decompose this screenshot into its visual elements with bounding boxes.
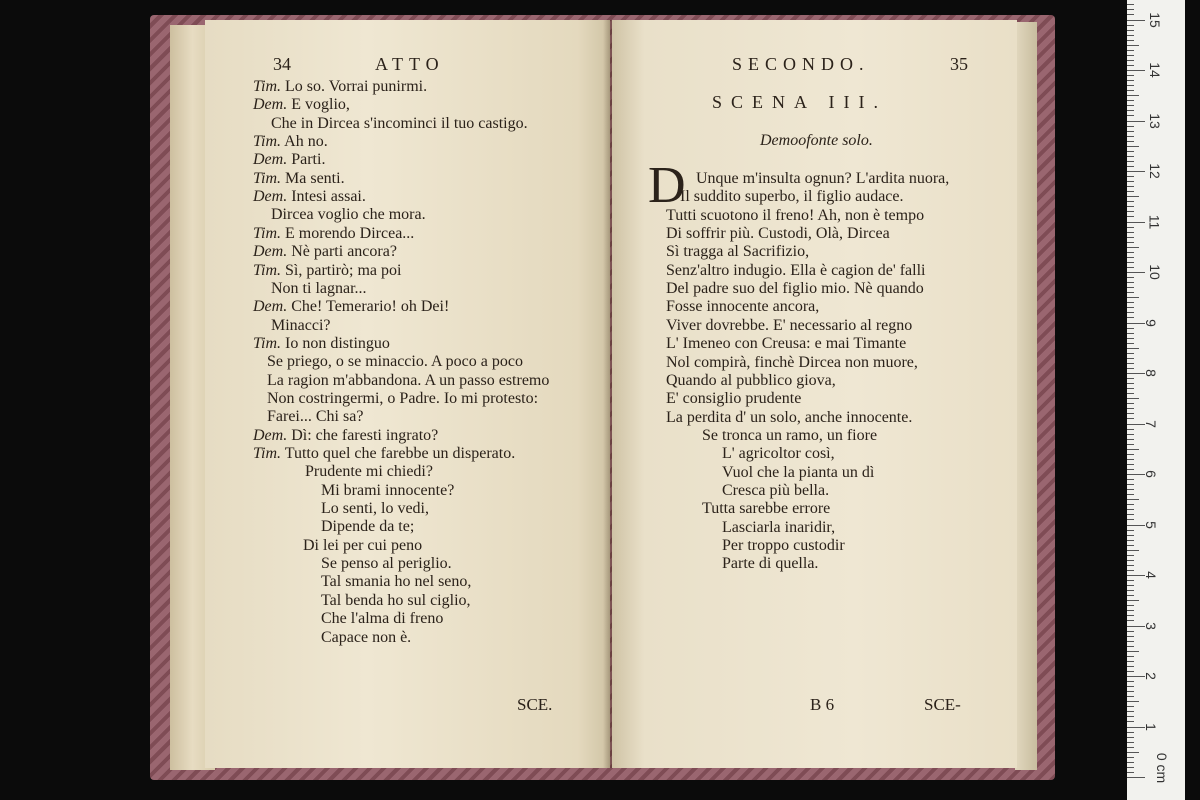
left-text-line [253, 445, 515, 463]
ruler-tick [1127, 272, 1145, 273]
right-text-line: La perdita d' un solo, anche innocente. [666, 408, 913, 426]
ruler-tick [1127, 307, 1134, 308]
ruler-number: 14 [1146, 62, 1163, 78]
ruler-tick [1127, 560, 1134, 561]
verse-text: Nè parti ancora? [291, 243, 397, 261]
ruler-tick [1127, 211, 1134, 212]
ruler-tick [1127, 222, 1145, 223]
ruler-tick [1127, 636, 1134, 637]
verse-text: E morendo Dircea... [285, 224, 415, 242]
right-text-line: Unque m'insulta ognun? L'ardita nuora, [696, 170, 950, 187]
left-catchword: SCE. [517, 695, 553, 714]
ruler-tick [1127, 464, 1134, 465]
verse-text: Sì, partirò; ma poi [285, 261, 402, 279]
ruler-tick [1127, 126, 1134, 127]
left-text-line [253, 243, 397, 261]
speaker-label: Dem. [253, 96, 288, 114]
ruler-tick [1127, 398, 1139, 399]
ruler-tick [1127, 141, 1134, 142]
ruler-tick [1127, 489, 1134, 490]
verse-text: Che! Temerario! oh Dei! [291, 298, 450, 316]
right-text-line: Di soffrir più. Custodi, Olà, Dircea [666, 225, 890, 243]
speaker-label: Dem. [253, 298, 288, 316]
ruler-tick [1127, 757, 1134, 758]
ruler-tick [1127, 287, 1134, 288]
ruler-tick [1127, 752, 1139, 753]
verse-text: Non ti lagnar... [271, 279, 367, 297]
right-text-line: Nol compirà, finchè Dircea non muore, [666, 353, 918, 371]
ruler-tick [1127, 131, 1134, 132]
left-text-line [253, 298, 449, 316]
right-text-line: E' consiglio prudente [666, 390, 802, 408]
right-text-line: Del padre suo del figlio mio. Nè quando [666, 280, 924, 298]
ruler-tick [1127, 146, 1139, 147]
left-text-line [271, 317, 331, 335]
ruler-tick [1127, 317, 1134, 318]
verse-text: Tal smania ho nel seno, [321, 573, 472, 591]
ruler-tick [1127, 247, 1139, 248]
speaker-label: Tim. [253, 169, 282, 187]
ruler-tick [1127, 30, 1134, 31]
ruler-tick [1127, 656, 1134, 657]
left-text-line [321, 482, 454, 500]
ruler-tick [1127, 110, 1134, 111]
ruler-tick [1127, 686, 1134, 687]
ruler-tick [1127, 484, 1134, 485]
ruler-tick [1127, 747, 1134, 748]
verse-text: Io non distinguo [285, 334, 390, 352]
scene-title: SCENA III. [712, 92, 887, 112]
ruler-tick [1127, 50, 1134, 51]
ruler-number: 7 [1142, 419, 1159, 428]
ruler-tick [1127, 75, 1134, 76]
ruler-tick [1127, 641, 1134, 642]
ruler-tick [1127, 156, 1134, 157]
right-running-head: SECONDO. [732, 54, 870, 74]
ruler-tick [1127, 479, 1134, 480]
verse-text: Mi brami innocente? [321, 481, 455, 499]
ruler-tick [1127, 550, 1139, 551]
ruler-tick [1127, 196, 1139, 197]
ruler-unit-label: 0 cm [1154, 752, 1171, 784]
ruler-tick [1127, 762, 1134, 763]
ruler-tick [1127, 70, 1145, 71]
ruler-tick [1127, 439, 1134, 440]
left-text-line [253, 225, 414, 243]
ruler-number: 6 [1142, 470, 1159, 478]
ruler-tick [1127, 292, 1134, 293]
ruler-tick [1127, 444, 1134, 445]
left-text-line [267, 390, 538, 408]
ruler-tick [1127, 494, 1134, 495]
verse-text: Dì: che faresti ingrato? [291, 426, 439, 444]
ruler-tick [1127, 216, 1134, 217]
ruler-tick [1127, 302, 1134, 303]
left-page-number: 34 [273, 54, 291, 74]
ruler-tick [1127, 545, 1134, 546]
ruler-tick [1127, 504, 1134, 505]
ruler-tick [1127, 646, 1134, 647]
ruler-tick [1127, 590, 1134, 591]
verse-text: La ragion m'abbandona. A un passo estremo [267, 371, 550, 389]
ruler-number: 8 [1142, 369, 1159, 377]
ruler-tick [1127, 35, 1134, 36]
ruler-tick [1127, 201, 1134, 202]
ruler-tick [1127, 519, 1134, 520]
ruler-tick [1127, 136, 1134, 137]
ruler-tick [1127, 732, 1134, 733]
right-text-line: Sì tragga al Sacrifizio, [666, 243, 810, 261]
ruler-number: 4 [1142, 571, 1159, 579]
ruler-tick [1127, 343, 1134, 344]
ruler-tick [1127, 237, 1134, 238]
ruler-number: 12 [1146, 163, 1163, 179]
right-page [612, 20, 1017, 768]
ruler-tick [1127, 55, 1134, 56]
ruler-tick [1127, 681, 1134, 682]
speaker-label: Tim. [253, 78, 282, 95]
scene-subtitle: Demoofonte solo. [760, 132, 873, 149]
ruler-tick [1127, 206, 1134, 207]
verse-text: Capace non è. [321, 628, 412, 646]
ruler-number: 9 [1142, 318, 1159, 327]
ruler-number: 3 [1142, 621, 1159, 630]
left-running-head: ATTO [375, 54, 445, 74]
drop-cap: D [648, 157, 686, 214]
ruler-tick [1127, 499, 1139, 500]
ruler-tick [1127, 555, 1134, 556]
speaker-label: Dem. [253, 188, 288, 206]
speaker-label: Dem. [253, 151, 288, 169]
ruler-tick [1127, 408, 1134, 409]
right-text-line: Quando al pubblico giova, [666, 371, 836, 389]
right-text-line: Tutti scuotono il freno! Ah, non è tempo [666, 206, 925, 224]
ruler-tick [1127, 297, 1139, 298]
ruler-tick [1127, 85, 1134, 86]
ruler-tick [1127, 60, 1134, 61]
right-text-line: Lasciarla inaridir, [722, 518, 836, 536]
right-text-line: Se tronca un ramo, un fiore [702, 426, 878, 444]
signature-mark: B 6 [810, 695, 835, 714]
ruler-tick [1127, 403, 1134, 404]
verse-text: Dircea voglio che mora. [271, 206, 426, 224]
left-page [205, 20, 610, 768]
ruler-tick [1127, 161, 1134, 162]
speaker-label: Tim. [253, 224, 282, 242]
ruler-tick [1127, 459, 1134, 460]
ruler-tick [1127, 121, 1145, 122]
right-text-line: L' Imeneo con Creusa: e mai Timante [666, 335, 907, 353]
ruler-tick [1127, 742, 1134, 743]
speaker-label: Tim. [253, 133, 282, 151]
right-text-line: Per troppo custodir [722, 537, 845, 554]
ruler-tick [1127, 661, 1134, 662]
ruler-tick [1127, 105, 1134, 106]
ruler-tick [1127, 252, 1134, 253]
ruler-tick [1127, 338, 1134, 339]
ruler-tick [1127, 585, 1134, 586]
verse-text: Ma senti. [285, 169, 345, 187]
ruler-number: 11 [1146, 214, 1163, 229]
ruler-tick [1127, 393, 1134, 394]
left-text-line [267, 408, 363, 426]
verse-text: Lo senti, lo vedi, [321, 500, 429, 518]
verse-text: Tutto quel che farebbe un disperato. [284, 445, 516, 462]
ruler-tick [1127, 363, 1134, 364]
ruler-tick [1127, 711, 1134, 712]
left-text-line [253, 96, 350, 114]
verse-text: Ah no. [284, 133, 328, 151]
left-text-line [253, 335, 390, 353]
ruler-tick [1127, 9, 1134, 10]
ruler-tick [1127, 80, 1134, 81]
ruler-tick [1127, 429, 1134, 430]
left-text-line [321, 610, 443, 628]
verse-text: Se priego, o se minaccio. A poco a poco [267, 353, 523, 371]
ruler-tick [1127, 631, 1134, 632]
right-text-line: Fosse innocente ancora, [666, 298, 820, 316]
ruler-tick [1127, 651, 1139, 652]
ruler-tick [1127, 620, 1134, 621]
right-text-line: Vuol che la pianta un dì [722, 463, 875, 481]
ruler-tick [1127, 282, 1134, 283]
ruler-tick [1127, 509, 1134, 510]
ruler-tick [1127, 171, 1145, 172]
ruler-tick [1127, 530, 1134, 531]
ruler-tick [1127, 605, 1134, 606]
ruler-tick [1127, 191, 1134, 192]
left-text-line [303, 537, 422, 555]
ruler-tick [1127, 767, 1134, 768]
ruler-tick [1127, 469, 1134, 470]
ruler-number: 1 [1142, 722, 1159, 731]
ruler-tick [1127, 691, 1134, 692]
ruler-tick [1127, 701, 1139, 702]
left-text-line [253, 427, 438, 445]
ruler-tick [1127, 666, 1134, 667]
verse-text: Farei... Chi sa? [267, 408, 364, 426]
right-text-line: Viver dovrebbe. E' necessario al regno [666, 316, 913, 334]
right-text-line: Parte di quella. [722, 555, 819, 573]
verse-text: Minacci? [271, 316, 331, 334]
ruler-tick [1127, 378, 1134, 379]
ruler-tick [1127, 242, 1134, 243]
ruler-tick [1127, 595, 1134, 596]
left-text-line [271, 206, 426, 224]
verse-text: Di lei per cui peno [303, 536, 423, 554]
ruler-tick [1127, 4, 1134, 5]
measuring-ruler [1127, 0, 1185, 800]
verse-text: Intesi assai. [291, 188, 366, 206]
ruler-tick [1127, 706, 1134, 707]
ruler-tick [1127, 565, 1134, 566]
ruler-tick [1127, 267, 1134, 268]
ruler-tick [1127, 514, 1134, 515]
speaker-label: Tim. [253, 261, 282, 279]
ruler-tick [1127, 227, 1134, 228]
ruler-tick [1127, 353, 1134, 354]
ruler-tick [1127, 777, 1145, 778]
left-text-line [253, 151, 325, 169]
ruler-number: 13 [1146, 112, 1163, 129]
ruler-tick [1127, 615, 1134, 616]
ruler-tick [1127, 610, 1134, 611]
verse-text: Che l'alma di freno [321, 610, 444, 628]
ruler-tick [1127, 181, 1134, 182]
right-text-line: Tutta sarebbe errore [702, 500, 831, 518]
ruler-tick [1127, 95, 1139, 96]
ruler-tick [1127, 277, 1134, 278]
speaker-label: Dem. [253, 426, 288, 444]
ruler-tick [1127, 166, 1134, 167]
left-text-line [253, 262, 401, 280]
ruler-tick [1127, 454, 1134, 455]
ruler-tick [1127, 115, 1134, 116]
left-text-line [271, 115, 528, 133]
ruler-tick [1127, 449, 1139, 450]
verse-text: Prudente mi chiedi? [305, 463, 433, 481]
left-text-line [253, 188, 366, 206]
left-text-line [267, 353, 523, 371]
left-text-line [321, 573, 471, 591]
ruler-tick [1127, 151, 1134, 152]
ruler-tick [1127, 383, 1134, 384]
left-text-line [321, 629, 411, 647]
right-text-line: L' agricoltor così, [722, 445, 835, 463]
ruler-tick [1127, 772, 1134, 773]
ruler-tick [1127, 100, 1134, 101]
left-text-line [253, 78, 427, 96]
right-catchword: SCE- [924, 695, 961, 714]
ruler-tick [1127, 580, 1134, 581]
ruler-tick [1127, 716, 1134, 717]
ruler-tick [1127, 232, 1134, 233]
left-text-line [271, 280, 367, 298]
ruler-tick [1127, 358, 1134, 359]
speaker-label: Tim. [253, 334, 282, 352]
verse-text: Lo so. Vorrai punirmi. [285, 78, 428, 95]
ruler-tick [1127, 333, 1134, 334]
speaker-label: Tim. [253, 445, 282, 462]
ruler-tick [1127, 65, 1134, 66]
ruler-tick [1127, 40, 1134, 41]
ruler-tick [1127, 348, 1139, 349]
ruler-tick [1127, 186, 1134, 187]
ruler-tick [1127, 20, 1145, 21]
ruler-tick [1127, 328, 1134, 329]
verse-text: Tal benda ho sul ciglio, [321, 591, 471, 609]
ruler-number: 10 [1146, 264, 1163, 280]
ruler-tick [1127, 535, 1134, 536]
verse-text: Parti. [291, 151, 326, 169]
ruler-tick [1127, 368, 1134, 369]
ruler-tick [1127, 671, 1134, 672]
right-page-number: 35 [950, 54, 968, 74]
left-text-line [321, 555, 452, 573]
ruler-tick [1127, 721, 1134, 722]
ruler-tick [1127, 14, 1134, 15]
left-text-line [305, 463, 433, 481]
left-text-line [253, 170, 345, 188]
left-text-line [321, 518, 414, 536]
left-text-line [267, 372, 549, 390]
left-text-line [321, 592, 471, 610]
ruler-tick [1127, 540, 1134, 541]
verse-text: Se penso al periglio. [321, 555, 452, 573]
ruler-tick [1127, 25, 1134, 26]
ruler-tick [1127, 312, 1134, 313]
right-text-line: Il suddito superbo, il figlio audace. [680, 188, 904, 206]
ruler-tick [1127, 388, 1134, 389]
left-text-line [321, 500, 429, 518]
verse-text: E voglio, [291, 96, 350, 114]
ruler-tick [1127, 262, 1134, 263]
ruler-number: 5 [1142, 520, 1159, 529]
verse-text: Dipende da te; [321, 518, 415, 536]
ruler-number: 2 [1142, 672, 1159, 680]
ruler-tick [1127, 413, 1134, 414]
ruler-tick [1127, 418, 1134, 419]
ruler-number: 15 [1146, 11, 1163, 28]
left-text-line [253, 133, 328, 151]
ruler-tick [1127, 434, 1134, 435]
ruler-tick [1127, 257, 1134, 258]
verse-text: Che in Dircea s'incominci il tuo castigo. [271, 114, 528, 132]
right-text-line: Cresca più bella. [722, 481, 830, 499]
ruler-tick [1127, 45, 1139, 46]
ruler-tick [1127, 600, 1139, 601]
verse-text: Non costringermi, o Padre. Io mi protesto: [267, 389, 539, 407]
ruler-tick [1127, 90, 1134, 91]
ruler-tick [1127, 696, 1134, 697]
ruler-tick [1127, 176, 1134, 177]
page-block-right [1015, 22, 1037, 770]
right-text-line: Senz'altro indugio. Ella è cagion de' falli [666, 261, 926, 279]
ruler-tick [1127, 570, 1134, 571]
ruler-tick [1127, 737, 1134, 738]
speaker-label: Dem. [253, 243, 288, 261]
